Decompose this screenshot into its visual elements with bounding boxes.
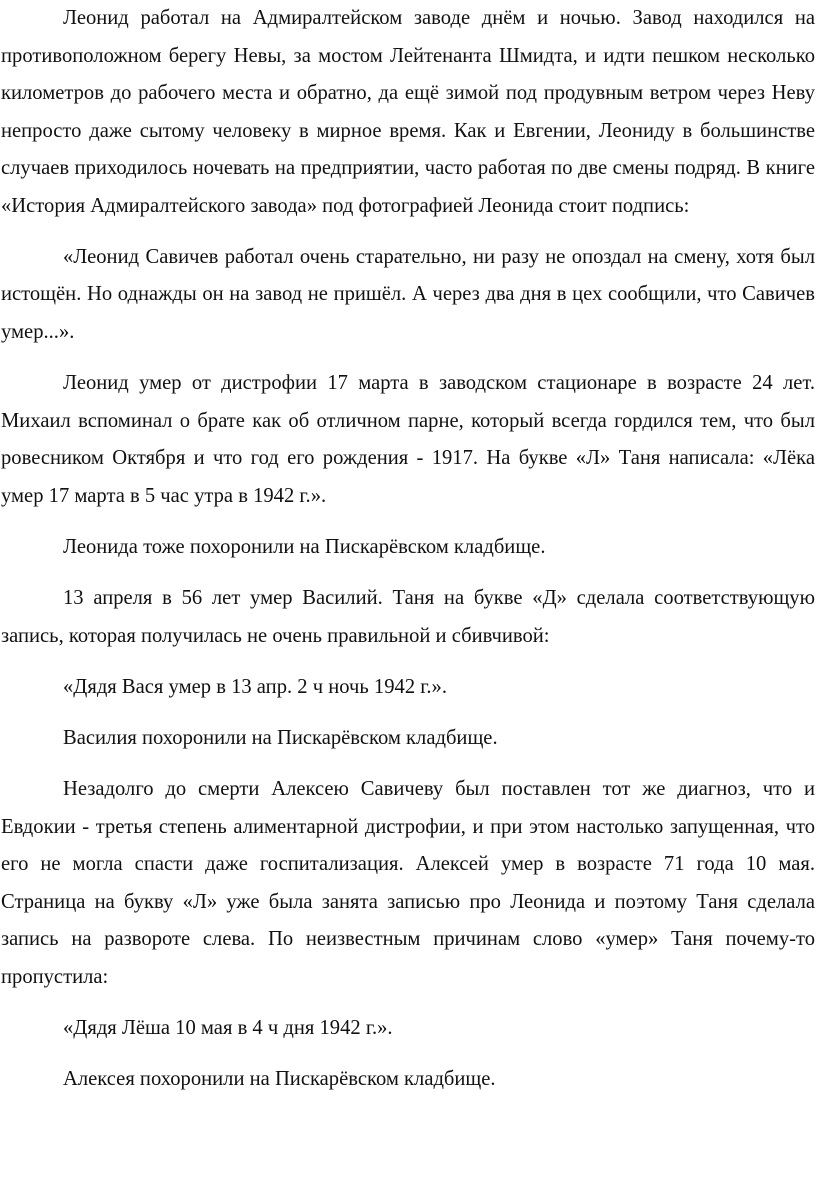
paragraph-factory-quote: «Леонид Савичев работал очень старательно, ни разу не опоздал на смену, хотя был истощён. Но однажды он на завод не пришёл. А через два дня в цех сообщили, что Савичев умер...». (1, 245, 815, 343)
paragraph-alexey-burial: Алексея похоронили на Пискарёвском кладбище. (63, 1068, 496, 1091)
paragraph-leonid-burial: Леонида тоже похоронили на Пискарёвском кладбище. (63, 535, 546, 558)
paragraph-leonid-death: Леонид умер от дистрофии 17 марта в заводском стационаре в возрасте 24 лет. Михаил вспоминал о брате как об отличном парне, который всегда гордился тем, что был ровесником Октября и что год его рождения - 1917. На букве «Л» Таня написала: «Лёка умер 17 марта в 5 час утра в 1942 г.». (1, 372, 815, 507)
paragraph-leonid-work: Леонид работал на Адмиралтейском заводе днём и ночью. Завод находился на противоположном берегу Невы, за мостом Лейтенанта Шмидта, и идти пешком несколько километров до рабочего места и обратно, да ещё зимой под продувным ветром через Неву непросто даже сытому человеку в мирное время. Как и Евгении, Леониду в большинстве случаев приходилось ночевать на предприятии, часто работая по две смены подряд. В книге «История Адмиралтейского завода» под фотографией Леонида стоит подпись: (1, 7, 815, 217)
paragraph-gap (1, 515, 815, 529)
paragraph-gap (1, 1047, 815, 1061)
paragraph-alexey-death: Незадолго до смерти Алексею Савичеву был поставлен тот же диагноз, что и Евдокии - третья степень алиментарной дистрофии, и при этом настолько запущенная, что его не могла спасти даже госпитализация. Алексей умер в возрасте 71 года 10 мая. Страница на букву «Л» уже была занята записью про Леонида и поэтому Таня сделала запись на развороте слева. По неизвестным причинам слово «умер» Таня почему-то пропустила: (1, 778, 815, 988)
paragraph-vasily-burial: Василия похоронили на Пискарёвском кладбище. (63, 726, 498, 749)
paragraph-alexey-note: «Дядя Лёша 10 мая в 4 ч дня 1942 г.». (63, 1016, 393, 1039)
paragraph-gap (1, 566, 815, 580)
paragraph-gap (1, 706, 815, 720)
document-page (1, 0, 815, 1099)
paragraph-gap (1, 352, 815, 366)
paragraph-gap (1, 655, 815, 669)
paragraph-vasily-note: «Дядя Вася умер в 13 апр. 2 ч ночь 1942 г.». (63, 675, 447, 698)
paragraph-vasily-death: 13 апреля в 56 лет умер Василий. Таня на букве «Д» сделала соответствующую запись, которая получилась не очень правильной и сбивчивой: (1, 587, 815, 647)
paragraph-gap (1, 996, 815, 1010)
paragraph-gap (1, 225, 815, 239)
paragraph-gap (1, 757, 815, 771)
